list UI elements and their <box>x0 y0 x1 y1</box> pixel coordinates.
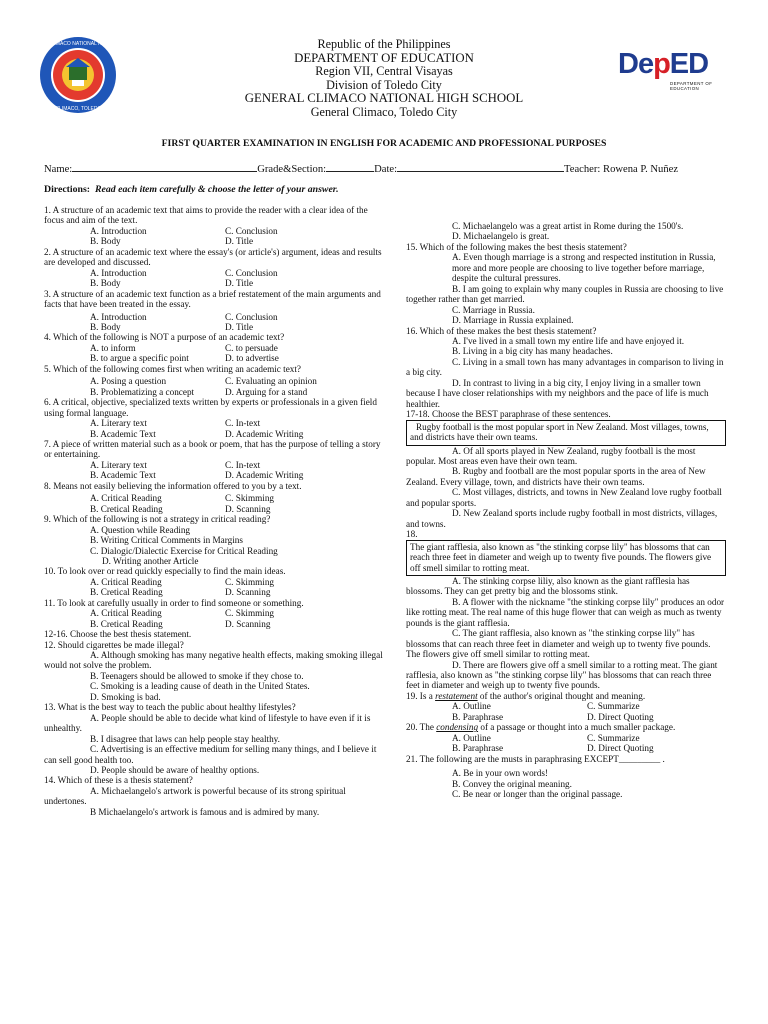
option-4b[interactable]: B. to argue a specific point <box>90 353 189 364</box>
header-republic: Republic of the Philippines <box>317 37 451 51</box>
question-13: 13. What is the best way to teach the public about healthy lifestyles? <box>44 702 296 713</box>
question-20-keyword: condensing <box>436 722 479 733</box>
option-13b[interactable]: B. I disagree that laws can help people stay healthy. <box>90 733 280 744</box>
option-8a[interactable]: A. Critical Reading <box>90 493 162 504</box>
option-7c[interactable]: C. In-text <box>225 459 261 470</box>
option-5d[interactable]: D. Arguing for a stand <box>225 386 308 397</box>
deped-logo: DepED DEPARTMENT OF EDUCATION <box>618 48 728 92</box>
option-8c[interactable]: C. Skimming <box>225 493 275 504</box>
question-6: 6. A critical, objective, specialized texts written by experts or professionals in a given field using formal language. <box>44 397 377 418</box>
option-12a[interactable]: A. Although smoking has many negative health effects, making smoking illegal would not solve the problem. <box>44 650 383 671</box>
option-6d[interactable]: D. Academic Writing <box>225 428 304 439</box>
option-2c[interactable]: C. Conclusion <box>225 267 278 278</box>
passage-box-rafflesia: The giant rafflesia, also known as "the stinking corpse lily" has blossoms that can reach three feet in diameter and weigh up to twenty five pounds. The flowers give off smell similar to rotting meat. <box>406 540 726 576</box>
question-8: 8. Means not easily believing the information offered to you by a text. <box>44 480 302 491</box>
option-12d[interactable]: D. Smoking is bad. <box>90 691 161 702</box>
name-label: Name: <box>44 164 73 175</box>
option-21a[interactable]: A. Be in your own words! <box>452 768 548 779</box>
option-19b[interactable]: B. Paraphrase <box>452 711 504 722</box>
option-17d[interactable]: D. New Zealand sports include rugby football in most districts, villages, and towns. <box>406 508 718 529</box>
question-4: 4. Which of the following is NOT a purpose of an academic text? <box>44 332 285 343</box>
option-1b[interactable]: B. Body <box>90 236 121 247</box>
option-2b[interactable]: B. Body <box>90 278 121 289</box>
exam-title: FIRST QUARTER EXAMINATION IN ENGLISH FOR ACADEMIC AND PROFESSIONAL PURPOSES <box>161 138 607 149</box>
option-16a[interactable]: A. I've lived in a small town my entire life and have enjoyed it. <box>452 335 685 346</box>
instruction-12-16: 12-16. Choose the best thesis statement. <box>44 629 192 640</box>
question-1: 1. A structure of an academic text that aims to provide the reader with a clear idea of the focus and aim of the text. <box>44 205 368 226</box>
option-16b[interactable]: B. Living in a big city has many headaches. <box>452 346 613 357</box>
header-region: Region VII, Central Visayas <box>315 64 453 79</box>
header-department: DEPARTMENT OF EDUCATION <box>294 50 474 65</box>
option-3c[interactable]: C. Conclusion <box>225 311 278 322</box>
option-1d[interactable]: D. Title <box>225 236 254 247</box>
option-10b[interactable]: B. Cretical Reading <box>90 587 163 598</box>
option-13d[interactable]: D. People should be aware of healthy options. <box>90 765 260 776</box>
question-5: 5. Which of the following comes first when writing an academic text? <box>44 363 302 374</box>
option-6a[interactable]: A. Literary text <box>90 418 147 429</box>
option-1c[interactable]: C. Conclusion <box>225 225 278 236</box>
option-13a[interactable]: A. People should be able to decide what kind of lifestyle to have even if it is unhealthy. <box>44 712 371 734</box>
question-15: 15. Which of the following makes the best thesis statement? <box>406 241 627 252</box>
option-13c[interactable]: C. Advertising is an effective medium for selling many things, and I believe it can sell good health too. <box>44 744 377 765</box>
option-12b[interactable]: B. Teenagers should be allowed to smoke if they chose to. <box>90 670 304 681</box>
option-20a[interactable]: A. Outline <box>452 732 491 743</box>
option-8d[interactable]: D. Scanning <box>225 503 271 514</box>
date-blank[interactable] <box>397 161 564 172</box>
header-school-address: General Climaco, Toledo City <box>310 104 458 119</box>
left-column <box>44 184 384 817</box>
header-division: Division of Toledo City <box>326 77 442 92</box>
option-14d[interactable]: D. Michaelangelo is great. <box>452 231 550 242</box>
question-19-keyword: restatement <box>435 690 478 701</box>
option-15c[interactable]: C. Marriage in Russia. <box>452 304 535 315</box>
option-15b[interactable]: B. I am going to explain why many couples in Russia are choosing to live together rather than get married. <box>406 283 724 305</box>
option-21c[interactable]: C. Be near or longer than the original passage. <box>452 789 623 800</box>
question-21: 21. The following are the musts in paraphrasing EXCEPT_________ . <box>406 753 665 764</box>
student-info-line <box>44 161 734 175</box>
question-14: 14. Which of these is a thesis statement? <box>44 775 193 786</box>
option-10c[interactable]: C. Skimming <box>225 576 275 587</box>
option-4a[interactable]: A. to inform <box>90 342 136 353</box>
option-19a[interactable]: A. Outline <box>452 701 491 712</box>
question-19: 19. Is a restatement of the author's original thought and meaning. <box>406 690 646 701</box>
option-6c[interactable]: C. In-text <box>225 418 261 429</box>
option-20d[interactable]: D. Direct Quoting <box>587 743 654 754</box>
option-8b[interactable]: B. Cretical Reading <box>90 503 163 514</box>
option-9b[interactable]: B. Writing Critical Comments in Margins <box>90 535 243 546</box>
question-16: 16. Which of these makes the best thesis statement? <box>406 325 597 336</box>
right-column <box>406 221 726 799</box>
option-3a[interactable]: A. Introduction <box>90 311 147 322</box>
option-18c[interactable]: C. The giant rafflesia, also known as "the stinking corpse lily" has blossoms that can reach three feet in diameter and weigh up to twenty five pounds. The flowers give off smell similar to rotting meat. <box>406 628 711 660</box>
option-19d[interactable]: D. Direct Quoting <box>587 711 654 722</box>
option-14c[interactable]: C. Michaelangelo was a great artist in Rome during the 1500's. <box>452 221 684 231</box>
deped-subtext: DEPARTMENT OF EDUCATION <box>670 81 713 91</box>
grade-section-label: Grade&Section: <box>257 164 327 175</box>
question-2: 2. A structure of an academic text where the essay's (or article's) argument, ideas and results are developed and discussed. <box>44 246 382 268</box>
option-12c[interactable]: C. Smoking is a leading cause of death in the United States. <box>90 681 310 692</box>
question-3: 3. A structure of an academic text function as a brief restatement of the main arguments and facts that have been treated in the essay. <box>44 288 381 310</box>
option-10a[interactable]: A. Critical Reading <box>90 576 162 587</box>
school-header <box>170 38 598 120</box>
option-18d[interactable]: D. There are flowers give off a smell similar to a rotting meat. The giant rafflesia, also known as "the stinking corpse lily" has blossoms that can reach three feet in diameter and weigh up to twenty five pounds. <box>406 659 718 691</box>
instruction-17-18: 17-18. Choose the BEST paraphrase of these sentences. <box>406 409 611 420</box>
question-20: 20. The condensing of a passage or thought into a much smaller package. <box>406 722 676 733</box>
option-15a[interactable]: A. Even though marriage is a strong and respected institution in Russia, more and more people are choosing to live together before marriage, despite the cultural pressures. <box>452 252 716 284</box>
directions <box>44 184 384 195</box>
option-17b[interactable]: B. Rugby and football are the most popular sports in the area of New Zealand. Every village, town, and districts have their own teams. <box>406 466 706 487</box>
grade-section-blank[interactable] <box>326 161 374 172</box>
option-9d[interactable]: D. Writing another Article <box>102 555 199 566</box>
option-17c[interactable]: C. Most villages, districts, and towns in New Zealand love rugby football and popular sports. <box>406 487 722 508</box>
question-10: 10. To look over or read quickly especially to find the main ideas. <box>44 566 286 577</box>
directions-text: Read each item carefully & choose the letter of your answer. <box>94 184 339 195</box>
seal-top-text: GENERAL CLIMACO NATIONAL HIGH SCHOOL <box>22 41 134 47</box>
option-11a[interactable]: A. Critical Reading <box>90 608 162 619</box>
option-7a[interactable]: A. Literary text <box>90 459 147 470</box>
option-2a[interactable]: A. Introduction <box>90 267 147 278</box>
header-school-name: GENERAL CLIMACO NATIONAL HIGH SCHOOL <box>244 91 524 106</box>
option-2d[interactable]: D. Title <box>225 278 254 289</box>
option-16c[interactable]: C. Living in a small town has many advantages in comparison to living in a big city. <box>406 356 724 378</box>
option-5b[interactable]: B. Problematizing a concept <box>90 386 195 397</box>
option-11b[interactable]: B. Cretical Reading <box>90 618 163 629</box>
option-18b[interactable]: B. A flower with the nickname "the stinking corpse lily" produces an odor like rotting meat. The real name of this huge flower that can weigh as much as twenty pounds is the giant rafflesia. <box>406 596 725 628</box>
option-14b[interactable]: B Michaelangelo's artwork is famous and is admired by many. <box>90 806 320 817</box>
question-9: 9. Which of the following is not a strategy in critical reading? <box>44 514 271 525</box>
school-seal-logo <box>22 36 134 114</box>
option-19c[interactable]: C. Summarize <box>587 701 640 712</box>
option-17a[interactable]: A. Of all sports played in New Zealand, rugby football is the most popular. Most areas even have their own team. <box>406 445 696 466</box>
question-7: 7. A piece of written material such as a book or poem, that has the purpose of telling a story or entertaining. <box>44 438 381 460</box>
teacher-label: Teacher: Rowena P. Nuñez <box>564 164 679 175</box>
option-7d[interactable]: D. Academic Writing <box>225 470 304 481</box>
option-11c[interactable]: C. Skimming <box>225 608 275 619</box>
option-4d[interactable]: D. to advertise <box>225 353 279 364</box>
name-blank[interactable] <box>72 161 257 172</box>
option-1a[interactable]: A. Introduction <box>90 225 147 236</box>
option-5c[interactable]: C. Evaluating an opinion <box>225 376 317 387</box>
option-11d[interactable]: D. Scanning <box>225 618 271 629</box>
passage-box-rugby: Rugby football is the most popular sport in New Zealand. Most villages, towns, and districts have their own teams. <box>406 420 726 446</box>
option-18a[interactable]: A. The stinking corpse liliy, also known as the giant rafflesia has blossoms. They can get pretty big and the blossoms stink. <box>406 575 690 597</box>
date-label: Date: <box>374 164 398 175</box>
seal-bottom-text: GEN. CLIMACO, TOLEDO CITY <box>41 106 115 112</box>
option-5a[interactable]: A. Posing a question <box>90 376 167 387</box>
option-10d[interactable]: D. Scanning <box>225 587 271 598</box>
option-6b[interactable]: B. Academic Text <box>90 428 156 439</box>
option-9a[interactable]: A. Question while Reading <box>90 524 191 535</box>
directions-label: Directions: <box>44 184 91 195</box>
option-15d[interactable]: D. Marriage in Russia explained. <box>452 315 574 326</box>
option-4c[interactable]: C. to persuade <box>225 342 278 353</box>
option-7b[interactable]: B. Academic Text <box>90 470 156 481</box>
option-9c[interactable]: C. Dialogic/Dialectic Exercise for Critical Reading <box>90 545 278 556</box>
question-12: 12. Should cigarettes be made illegal? <box>44 639 184 650</box>
option-16d[interactable]: D. In contrast to living in a big city, I enjoy living in a smaller town because I have closer relationships with my neighbors and the pace of life is much healthier. <box>406 377 709 409</box>
option-21b[interactable]: B. Convey the original meaning. <box>452 778 572 789</box>
question-18: 18. <box>406 529 418 540</box>
question-11: 11. To look at carefully usually in order to find someone or something. <box>44 597 304 608</box>
option-14a[interactable]: A. Michaelangelo's artwork is powerful because of its strong spiritual undertones. <box>44 785 346 807</box>
option-3b[interactable]: B. Body <box>90 321 121 332</box>
option-20b[interactable]: B. Paraphrase <box>452 743 504 754</box>
option-3d[interactable]: D. Title <box>225 321 254 332</box>
option-20c[interactable]: C. Summarize <box>587 732 640 743</box>
